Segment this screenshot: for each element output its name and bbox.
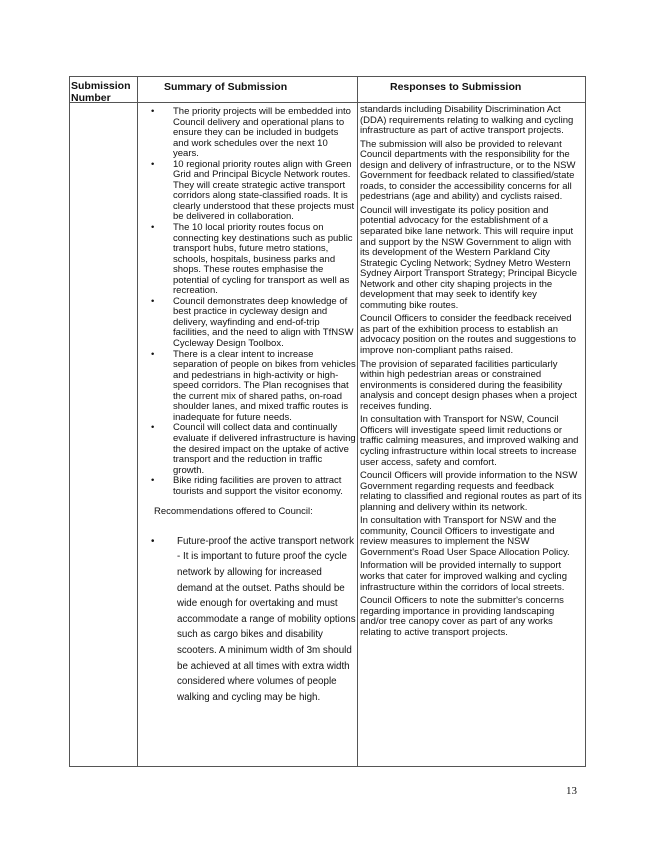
- header-divider: [70, 102, 585, 103]
- summary-bullet: • Bike riding facilities are proven to attract tourists and support the visitor economy.: [141, 476, 356, 497]
- response-paragraph: Council will investigate its policy position and potential advocacy for the establishment of a separated bike lane network. This will require input and support by the NSW Government to align with its development of the Western Parkland City Strategic Cycling Network; Sydney Metro Western Sydney Airport Transport Strategy; Principal Bicycle Network and other city shaping projects in the development that may seek to identify key commuting bike routes.: [360, 204, 578, 311]
- summary-bullet: • Council will collect data and continually evaluate if delivered infrastructure is having the desired impact on the uptake of active transport and the reduction in traffic growth.: [141, 423, 356, 476]
- column-divider: [137, 77, 138, 766]
- summary-bullet: • Council demonstrates deep knowledge of best practice in cycleway design and delivery, wayfinding and end-of-trip facilities, and the need to align with TfNSW Cycleway Design Toolbox.: [141, 297, 356, 350]
- response-paragraph: Council Officers to consider the feedback received as part of the exhibition process to establish an advocacy position on the routes and suggestions to improve non-compliant paths raised.: [360, 313, 577, 357]
- response-paragraph: Information will be provided internally to support works that cater for improved walking and cycling infrastructure within the corridors of local streets.: [360, 560, 567, 593]
- response-paragraph: standards including Disability Discrimination Act (DDA) requirements relating to walking and cycling infrastructure as part of active transport projects.: [360, 104, 574, 137]
- submissions-table: [69, 76, 586, 767]
- summary-list: [141, 107, 356, 497]
- response-paragraph: The provision of separated facilities particularly within high pedestrian areas or constrained environments is considered during the feasibility analysis and concept design phases when a project receives funding.: [360, 358, 578, 412]
- summary-bullet: • There is a clear intent to increase separation of people on bikes from vehicles and pedestrians in high-activity or high-speed corridors. The Plan recognises that the current mix of shared paths, on-road shoulder lanes, and mixed traffic routes is inadequate for future needs.: [141, 350, 356, 424]
- summary-bullet: • The 10 local priority routes focus on connecting key destinations such as public transport hubs, future metro stations, schools, hospitals, business parks and shops. These routes emphasise the potential of cycling for transport as well as recreation.: [141, 223, 356, 297]
- response-paragraph: Council Officers will provide information to the NSW Government regarding requests and feedback relating to classified and regional routes as part of its planning and delivery within its network.: [360, 470, 582, 513]
- responses-cell: [360, 105, 582, 641]
- summary-cell: [141, 107, 356, 705]
- recommendations-list: [141, 534, 356, 706]
- column-divider: [357, 77, 358, 766]
- recommendation-bullet: • Future-proof the active transport network - It is important to future proof the cycle network by allowing for increased demand at the outset. Paths should be wide enough for overtaking and must accommodate a range of mobility options such as cargo bikes and disability scooters. A minimum width of 3m should be achieved at all times with extra width considered where volumes of people walking and cycling may be high.: [141, 534, 356, 706]
- response-paragraph: In consultation with Transport for NSW and the community, Council Officers to investigate and review measures to implement the NSW Government's Road User Space Allocation Policy.: [360, 515, 570, 558]
- summary-bullet: • 10 regional priority routes align with Green Grid and Principal Bicycle Network routes. They will create strategic active transport corridors along state-classified roads. It is clearly understood that these projects must be delivered in collaboration.: [141, 160, 356, 223]
- response-paragraph: Council Officers to note the submitter's concerns regarding importance in providing landscaping and/or tree canopy cover as part of any works relating to active transport projects.: [360, 595, 564, 638]
- header-responses: Responses to Submission: [390, 81, 522, 93]
- summary-bullet: • The priority projects will be embedded into Council delivery and operational plans to ensure they can be included in budgets and work schedules over the next 10 years.: [141, 107, 356, 160]
- page-number: 13: [566, 785, 577, 797]
- response-paragraph: The submission will also be provided to relevant Council departments with the responsibility for the design and delivery of infrastructure, or to the NSW Government for feedback related to classified/state roads, to consider the accessibility concerns for all pedestrians (age and ability) and cyclists raised.: [360, 138, 576, 203]
- header-summary: Summary of Submission: [164, 81, 288, 93]
- response-paragraph: In consultation with Transport for NSW, Council Officers will investigate speed limit reductions or traffic calming measures, and improved walking and cycling infrastructure within local streets to increase user access, safety and comfort.: [360, 414, 579, 468]
- recommendations-title: Recommendations offered to Council:: [154, 506, 313, 518]
- header-submission-number: Submission Number: [71, 80, 131, 104]
